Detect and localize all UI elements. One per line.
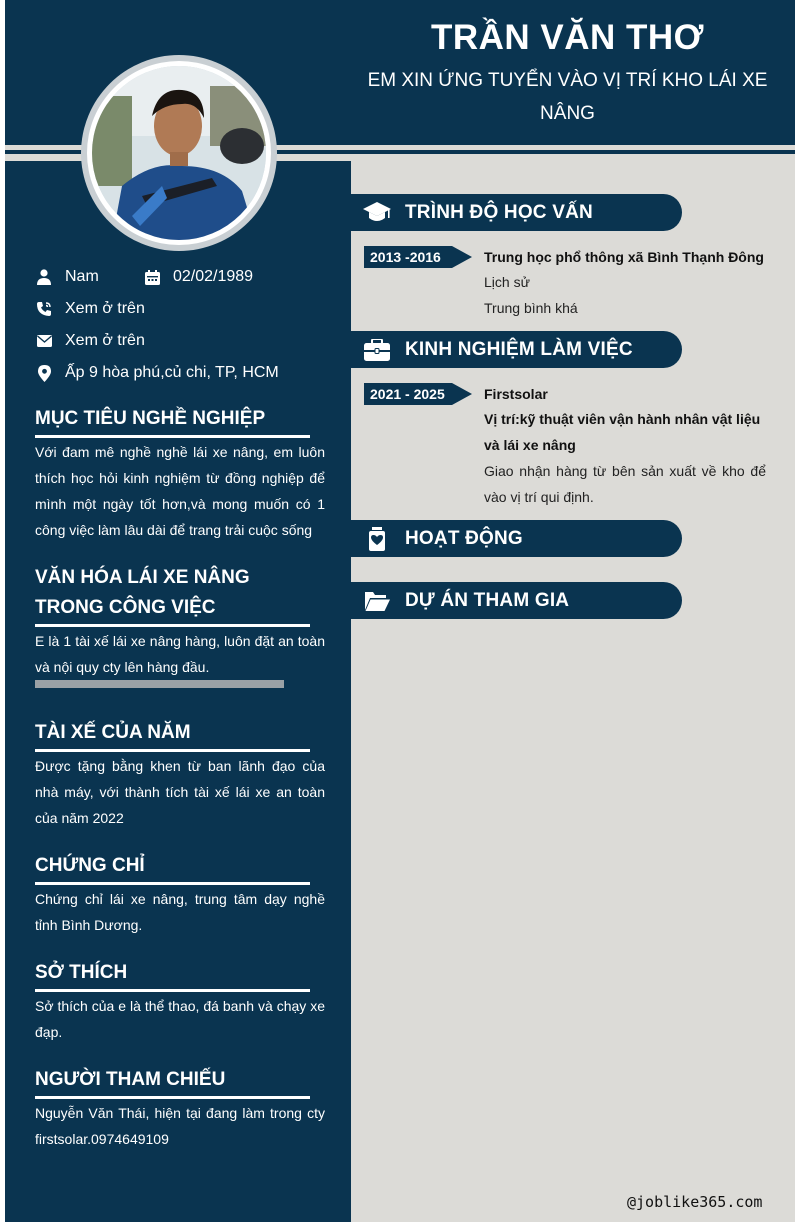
certificate-text: Chứng chỉ lái xe nâng, trung tâm dạy nghề tỉnh Bình Dương. (35, 891, 325, 933)
folder-open-icon (363, 587, 391, 615)
applied-position: EM XIN ỨNG TUYỂN VÀO VỊ TRÍ KHO LÁI XE NÂNG (367, 70, 768, 124)
gender-value: Nam (65, 268, 99, 285)
reference-title: NGƯỜI THAM CHIẾU (35, 1069, 226, 1090)
envelope-icon (35, 332, 53, 350)
education-school: Trung học phổ thông xã Bình Thạnh Đông (484, 249, 764, 265)
certificate-title: CHỨNG CHỈ (35, 855, 145, 876)
culture-text: E là 1 tài xế lái xe nâng hàng, luôn đặt an toàn và nội quy cty lên hàng đầu. (35, 633, 325, 675)
education-major: Lịch sử (484, 274, 530, 290)
phone-value: Xem ở trên (65, 300, 145, 317)
email-row (35, 329, 145, 353)
hobby-title: SỞ THÍCH (35, 962, 128, 983)
address-value: Ấp 9 hòa phú,củ chi, TP, HCM (65, 364, 279, 381)
reference-text: Nguyễn Văn Thái, hiện tại đang làm trong cty firstsolar.0974649109 (35, 1105, 325, 1147)
calendar-icon (143, 268, 161, 286)
activities-band (351, 520, 682, 557)
experience-period: 2021 - 2025 (364, 383, 452, 405)
award-rule (35, 749, 310, 752)
avatar (92, 66, 266, 240)
activities-title: HOẠT ĐỘNG (405, 527, 523, 549)
projects-band (351, 582, 682, 619)
email-value: Xem ở trên (65, 332, 145, 349)
certificate-rule (35, 882, 310, 885)
gender-row (35, 265, 99, 289)
reference-rule (35, 1096, 310, 1099)
culture-bar (35, 680, 284, 688)
objective-title: MỤC TIÊU NGHỀ NGHIỆP (35, 408, 266, 429)
award-text: Được tặng bằng khen từ ban lãnh đạo của nhà máy, với thành tích tài xế lái xe an toàn của năm 2022 (35, 758, 325, 826)
projects-title: DỰ ÁN THAM GIA (405, 589, 570, 611)
user-icon (35, 268, 53, 286)
culture-title: VĂN HÓA LÁI XE NÂNG TRONG CÔNG VIỆC (35, 567, 250, 618)
objective-rule (35, 435, 310, 438)
graduation-cap-icon (363, 199, 391, 227)
birthday-row (143, 265, 253, 289)
education-grade: Trung bình khá (484, 300, 578, 316)
education-period-tag (364, 246, 472, 268)
culture-rule (35, 624, 310, 627)
cv-page (5, 0, 795, 1222)
experience-band (351, 331, 682, 368)
candidate-name: TRẦN VĂN THƠ (430, 18, 705, 57)
experience-role: Vị trí:kỹ thuật viên vận hành nhân vật liệu và lái xe nâng (484, 411, 761, 453)
education-period: 2013 -2016 (364, 246, 452, 268)
footer-watermark: @joblike365.com (627, 1193, 763, 1211)
award-title: TÀI XẾ CỦA NĂM (35, 722, 191, 743)
birthday-value: 02/02/1989 (173, 268, 254, 285)
experience-company: Firstsolar (484, 386, 548, 402)
experience-description: Giao nhận hàng từ bên sản xuất về kho để vào vị trí qui định. (484, 463, 766, 505)
badge-heart-icon (363, 525, 391, 553)
objective-text: Với đam mê nghề nghề lái xe nâng, em luôn thích học hỏi kinh nghiệm từ đồng nghiệp để mình một ngày tốt hơn,và mong muốn có 1 công việc làm lâu dài để trang trải cuộc sống (35, 444, 325, 538)
education-title: TRÌNH ĐỘ HỌC VẤN (405, 201, 593, 223)
phone-icon (35, 300, 53, 318)
hobby-rule (35, 989, 310, 992)
hobby-text: Sở thích của e là thể thao, đá banh và chạy xe đạp. (35, 998, 325, 1040)
education-band (351, 194, 682, 231)
experience-period-tag (364, 383, 472, 405)
experience-title: KINH NGHIỆM LÀM VIỆC (405, 338, 633, 360)
location-pin-icon (35, 364, 53, 382)
address-row (35, 361, 279, 385)
briefcase-icon (363, 336, 391, 364)
phone-row (35, 297, 145, 321)
